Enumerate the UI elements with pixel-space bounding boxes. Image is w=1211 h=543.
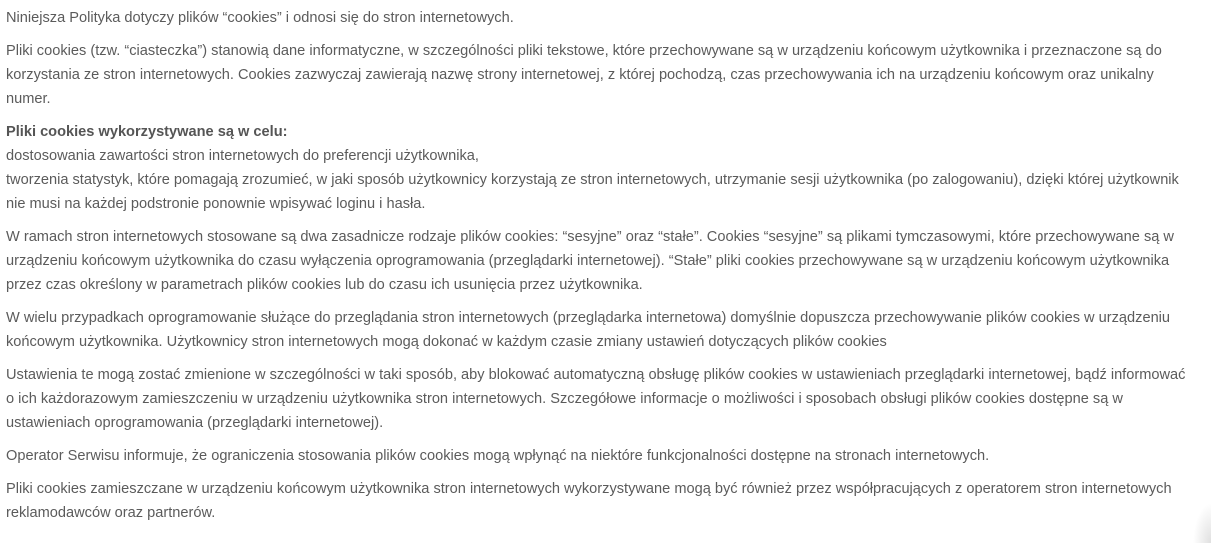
policy-purpose-heading: Pliki cookies wykorzystywane są w celu: <box>6 124 288 140</box>
policy-purpose-item: tworzenia statystyk, które pomagają zrozumieć, w jaki sposób użytkownicy korzystają ze stron internetowych, utrzymanie sesji użytkownika (po zalogowaniu), dzięki której użytkownik nie musi na każdej podstronie ponownie wpisywać loginu i hasła. <box>6 172 1179 212</box>
policy-intro: Niniejsza Polityka dotyczy plików “cookies” i odnosi się do stron internetowych. <box>6 10 514 26</box>
policy-settings: Ustawienia te mogą zostać zmienione w szczególności w taki sposób, aby blokować automatyczną obsługę plików cookies w ustawieniach przeglądarki internetowej, bądź informować o ich każdorazowym zamieszczeniu w urządzeniu użytkownika stron internetowych. Szczegółowe informacje o możliwości i sposobach obsługi plików cookies dostępne są w ustawieniach oprogramowania (przeglądarki internetowej). <box>6 367 1186 431</box>
scroll-shadow <box>1193 503 1211 543</box>
policy-partners: Pliki cookies zamieszczane w urządzeniu końcowym użytkownika stron internetowych wykorzystywane mogą być również przez współpracujących z operatorem stron internetowych reklamodawców oraz partnerów. <box>6 481 1172 521</box>
policy-limitations: Operator Serwisu informuje, że ograniczenia stosowania plików cookies mogą wpłynąć na niektóre funkcjonalności dostępne na stronach internetowych. <box>6 448 990 464</box>
policy-definition: Pliki cookies (tzw. “ciasteczka”) stanowią dane informatyczne, w szczególności pliki tekstowe, które przechowywane są w urządzeniu końcowym użytkownika i przeznaczone są do korzystania ze stron internetowych. Cookies zazwyczaj zawierają nazwę strony internetowej, z której pochodzą, czas przechowywania ich na urządzeniu końcowym oraz unikalny numer. <box>6 43 1162 107</box>
policy-defaults: W wielu przypadkach oprogramowanie służące do przeglądania stron internetowych (przeglądarka internetowa) domyślnie dopuszcza przechowywanie plików cookies w urządzeniu końcowym użytkownika. Użytkownicy stron internetowych mogą dokonać w każdym czasie zmiany ustawień dotyczących plików cookies <box>6 310 1171 350</box>
cookie-policy-content <box>6 6 1196 534</box>
policy-types: W ramach stron internetowych stosowane są dwa zasadnicze rodzaje plików cookies: “sesyjne” oraz “stałe”. Cookies “sesyjne” są plikami tymczasowymi, które przechowywane są w urządzeniu końcowym użytkownika do czasu wyłączenia oprogramowania (przeglądarki internetowej). “Stałe” pliki cookies przechowywane są w urządzeniu końcowym użytkownika przez czas określony w parametrach plików cookies lub do czasu ich usunięcia przez użytkownika. <box>6 229 1174 293</box>
policy-purpose-item: dostosowania zawartości stron internetowych do preferencji użytkownika, <box>6 148 479 164</box>
policy-purpose-section <box>6 120 1196 216</box>
